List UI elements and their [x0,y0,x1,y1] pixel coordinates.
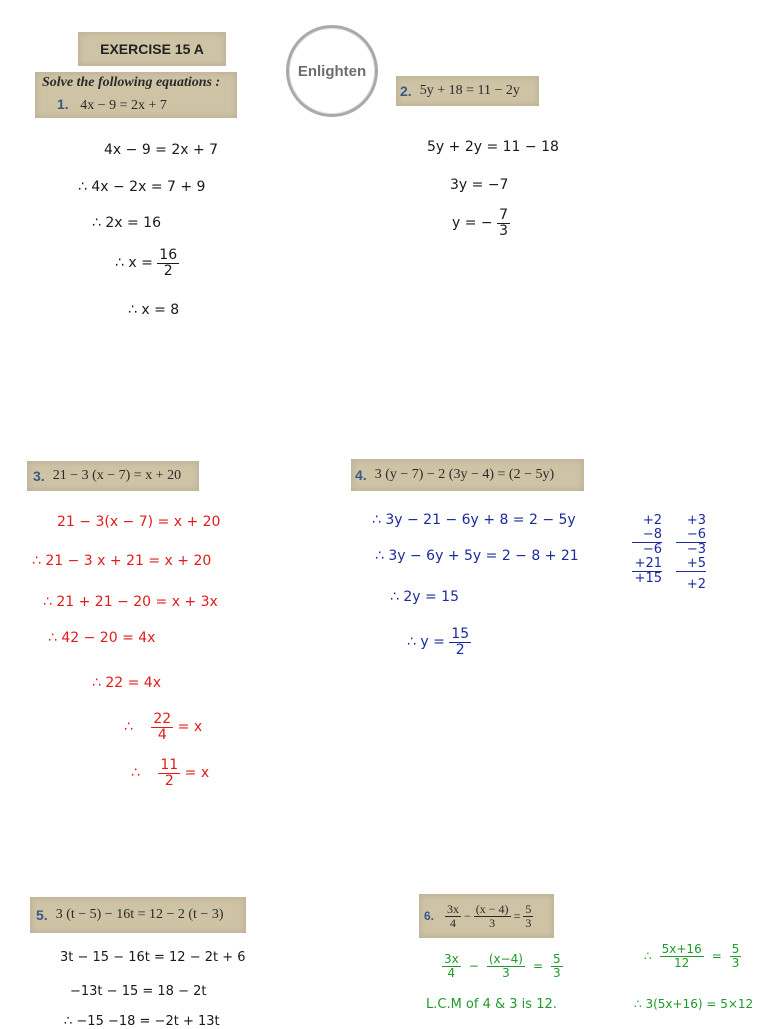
q6-eq-frac-c [523,903,533,929]
q2-step-3-lhs: y = − [452,215,493,232]
q1-step-5: ∴ x = 8 [128,302,180,318]
q6-r1-frac-left [660,943,704,969]
q6-s1-a-den: 4 [447,965,456,980]
q3-step-7-fraction [158,758,180,788]
q4-number: 4. [355,467,367,483]
work-b-2: −6 [676,528,706,543]
q6-eq-c-den: 3 [525,915,532,930]
q6-number: 6. [424,909,435,923]
q4-side-work-a [632,514,662,586]
work-a-1: +2 [642,513,662,528]
q6-eq-a-num: 3x [447,901,460,916]
q6-r1-den: 12 [674,955,690,970]
q2-step-3-fraction [497,208,510,238]
q3-step-6-therefore: ∴ [124,719,133,736]
q1-step-4-den: 2 [163,262,173,279]
q5-clip [30,897,246,933]
q2-step-3-num: 7 [499,207,509,223]
q6-step-1 [442,953,563,979]
q3-step-7 [131,758,209,788]
q6-step-2: L.C.M of 4 & 3 is 12. [426,997,557,1012]
q2-step-3 [452,208,510,238]
q3-step-1: 21 − 3(x − 7) = x + 20 [57,514,221,530]
q6-eq-b-den: 3 [489,915,496,930]
q1-clip [35,72,237,118]
q3-step-6-rhs: = x [177,719,203,736]
q3-clip [27,461,199,491]
q6-s1-equals: = [532,959,544,974]
q6-s1-a-num: 3x [444,952,459,966]
work-b-1: +3 [686,513,706,528]
q5-number: 5. [36,907,48,923]
q3-step-2: ∴ 21 − 3 x + 21 = x + 20 [32,553,212,569]
q6-clip [419,894,554,938]
q4-side-work-b [676,514,706,592]
q1-step-4 [115,248,179,278]
q4-step-1: ∴ 3y − 21 − 6y + 8 = 2 − 5y [372,512,576,528]
exercise-title: EXERCISE 15 A [100,41,204,57]
q3-step-5: ∴ 22 = 4x [92,675,161,691]
q3-step-6-fraction [151,712,173,742]
q6-s1-frac-b [487,953,525,979]
q3-step-7-therefore: ∴ [131,765,140,782]
q6-eq-frac-b [474,903,511,929]
q6-eq-equals: = [513,908,521,923]
work-b-3: −3 [686,542,706,557]
q6-eq-a-den: 4 [450,915,457,930]
work-a-3: −6 [642,542,662,557]
q6-s1-c-den: 3 [553,965,561,980]
q6-r1-equals: = [711,949,722,964]
q3-equation: 21 − 3 (x − 7) = x + 20 [52,468,182,483]
q1-step-3: ∴ 2x = 16 [92,215,161,231]
q3-step-6-num: 22 [153,711,172,727]
q6-r1-num: 5x+16 [661,942,702,956]
q6-r1-rden: 3 [731,955,740,970]
q6-r1-therefore: ∴ [644,949,652,964]
q6-s1-frac-c [551,953,563,979]
q6-eq-b-num: (x − 4) [475,901,509,916]
q3-step-6-den: 4 [157,726,167,743]
q6-s1-c-num: 5 [553,952,561,966]
q6-eq-frac-a [445,903,461,929]
q2-step-1: 5y + 2y = 11 − 18 [427,139,559,155]
q5-step-2: −13t − 15 = 18 − 2t [70,984,207,999]
q6-s1-frac-a [442,953,461,979]
q2-clip [396,76,539,106]
q6-r1-frac-right [730,943,742,969]
q6-s1-b-num: (x−4) [488,952,523,966]
work-b-5: +2 [686,577,706,592]
work-a-5: +15 [634,571,662,586]
q4-step-2: ∴ 3y − 6y + 5y = 2 − 8 + 21 [375,548,579,564]
exercise-title-strip [78,32,226,66]
q3-step-7-den: 2 [164,772,174,789]
q5-step-1: 3t − 15 − 16t = 12 − 2t + 6 [60,950,246,965]
q6-s1-b-den: 3 [502,965,510,980]
q3-step-4: ∴ 42 − 20 = 4x [48,630,156,646]
q4-clip [351,459,584,491]
q2-step-3-den: 3 [499,222,509,239]
q3-step-6 [124,712,202,742]
q1-number: 1. [57,96,69,112]
instruction-text: Solve the following equations : [42,75,221,90]
q5-step-3: ∴ −15 −18 = −2t + 13t [64,1014,220,1029]
q6-right-step-1 [644,943,741,969]
q3-step-7-rhs: = x [184,765,210,782]
work-a-4: +21 [632,557,662,572]
q2-equation: 5y + 18 = 11 − 2y [419,83,520,98]
q5-equation: 3 (t − 5) − 16t = 12 − 2 (t − 3) [55,907,224,922]
q1-step-4-fraction [157,248,179,278]
q6-s1-minus: − [468,959,479,974]
q6-eq-minus: − [464,908,471,923]
q4-step-4-den: 2 [455,641,465,658]
q1-equation: 4x − 9 = 2x + 7 [80,98,167,113]
work-b-4: +5 [676,557,706,572]
q2-number: 2. [400,83,412,99]
q3-step-7-num: 11 [160,757,179,773]
q4-step-4-num: 15 [451,626,470,642]
q6-eq-c-num: 5 [525,901,532,916]
q6-r1-rnum: 5 [731,942,740,956]
q3-step-3: ∴ 21 + 21 − 20 = x + 3x [43,594,218,610]
q4-step-4 [407,627,471,657]
q4-step-4-lhs: ∴ y = [407,634,445,651]
q3-number: 3. [33,468,45,484]
q6-right-step-2: ∴ 3(5x+16) = 5×12 [634,997,754,1011]
q4-equation: 3 (y − 7) − 2 (3y − 4) = (2 − 5y) [374,467,555,482]
q1-step-4-num: 16 [159,247,178,263]
work-a-2: −8 [632,528,662,543]
q1-step-4-lhs: ∴ x = [115,255,153,272]
logo-text: Enlighten [297,62,367,80]
q1-step-1: 4x − 9 = 2x + 7 [104,142,219,158]
q4-step-3: ∴ 2y = 15 [390,589,459,605]
q1-step-2: ∴ 4x − 2x = 7 + 9 [78,179,206,195]
q4-step-4-fraction [449,627,471,657]
enlighten-logo [286,25,378,117]
q2-step-2: 3y = −7 [450,177,509,193]
